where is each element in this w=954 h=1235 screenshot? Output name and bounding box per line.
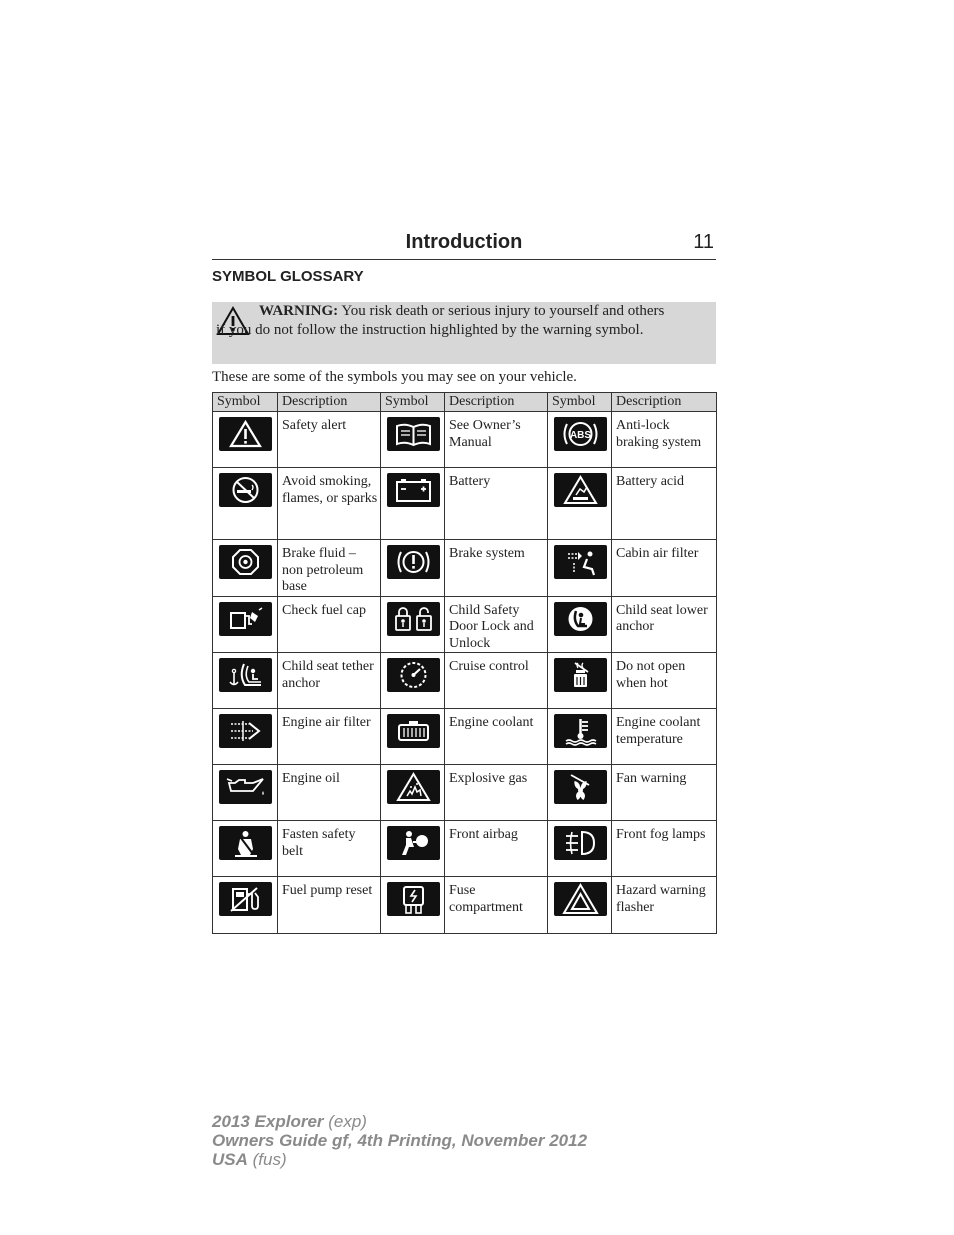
brake-fluid-icon bbox=[219, 545, 272, 579]
symbol-description: Explosive gas bbox=[445, 765, 548, 821]
battery-acid-icon bbox=[554, 473, 607, 507]
safety-alert-icon bbox=[219, 417, 272, 451]
symbol-description: Engine air filter bbox=[278, 709, 381, 765]
abs-icon bbox=[554, 417, 607, 451]
warning-box bbox=[212, 302, 716, 364]
cruise-control-icon bbox=[387, 658, 440, 692]
fan-warning-icon bbox=[554, 770, 607, 804]
table-row bbox=[213, 412, 717, 468]
check-fuel-cap-icon bbox=[219, 602, 272, 636]
symbol-description: Fasten safety belt bbox=[278, 821, 381, 877]
symbol-description: Engine coolant bbox=[445, 709, 548, 765]
engine-oil-icon bbox=[219, 770, 272, 804]
column-header: Description bbox=[278, 393, 381, 412]
symbol-description: Brake fluid – non petroleum base bbox=[278, 540, 381, 597]
symbol-description: Engine oil bbox=[278, 765, 381, 821]
fuse-compartment-icon bbox=[387, 882, 440, 916]
symbol-description: Fan warning bbox=[612, 765, 717, 821]
symbol-description: Fuse compartment bbox=[445, 877, 548, 934]
symbol-description: Avoid smoking, flames, or sparks bbox=[278, 468, 381, 540]
table-row bbox=[213, 709, 717, 765]
page-footer bbox=[212, 1112, 587, 1169]
symbol-description: Child seat lower anchor bbox=[612, 596, 717, 653]
page-number: 11 bbox=[693, 231, 714, 253]
symbol-description: Safety alert bbox=[278, 412, 381, 468]
symbol-description: Battery acid bbox=[612, 468, 717, 540]
footer-printing: Owners Guide gf, 4th Printing, November 2012 bbox=[212, 1131, 588, 1150]
footer-market-code: (fus) bbox=[247, 1150, 287, 1169]
symbol-description: Cruise control bbox=[445, 653, 548, 709]
footer-line-3 bbox=[212, 1150, 587, 1169]
footer-market: USA bbox=[212, 1150, 248, 1169]
table-row bbox=[213, 821, 717, 877]
symbol-description: Battery bbox=[445, 468, 548, 540]
warning-label: WARNING: bbox=[259, 303, 339, 319]
front-fog-lamps-icon bbox=[554, 826, 607, 860]
table-header-row bbox=[213, 393, 717, 412]
engine-coolant-temperature-icon bbox=[554, 714, 607, 748]
section-title: SYMBOL GLOSSARY bbox=[212, 268, 364, 285]
safety-belt-icon bbox=[219, 826, 272, 860]
svg-text:ABS: ABS bbox=[569, 430, 592, 441]
symbol-description: Front fog lamps bbox=[612, 821, 717, 877]
column-header: Symbol bbox=[381, 393, 445, 412]
hazard-warning-icon bbox=[554, 882, 607, 916]
symbol-description: Fuel pump reset bbox=[278, 877, 381, 934]
symbol-description: Cabin air filter bbox=[612, 540, 717, 597]
symbol-description: Child Safety Door Lock and Unlock bbox=[445, 596, 548, 653]
footer-line-1 bbox=[212, 1112, 587, 1131]
table-row bbox=[213, 653, 717, 709]
table-row bbox=[213, 877, 717, 934]
symbol-description: Anti-lock braking system bbox=[612, 412, 717, 468]
column-header: Description bbox=[612, 393, 717, 412]
symbol-description: Engine coolant temperature bbox=[612, 709, 717, 765]
symbol-description: Brake system bbox=[445, 540, 548, 597]
table-row bbox=[213, 540, 717, 597]
column-header: Description bbox=[445, 393, 548, 412]
symbol-description: Check fuel cap bbox=[278, 596, 381, 653]
symbol-description: Child seat tether anchor bbox=[278, 653, 381, 709]
child-seat-lower-anchor-icon bbox=[554, 602, 607, 636]
symbol-description: Front airbag bbox=[445, 821, 548, 877]
warning-body: You risk death or serious injury to yourself and others if you do not follow the instruction highlighted by the warning symbol. bbox=[216, 303, 665, 338]
explosive-gas-icon bbox=[387, 770, 440, 804]
child-safety-lock-icon bbox=[387, 602, 440, 636]
brake-system-icon bbox=[387, 545, 440, 579]
symbol-description: Hazard warning flasher bbox=[612, 877, 717, 934]
table-row bbox=[213, 468, 717, 540]
table-row bbox=[213, 596, 717, 653]
owners-manual-icon bbox=[387, 417, 440, 451]
no-smoking-icon bbox=[219, 473, 272, 507]
do-not-open-hot-icon bbox=[554, 658, 607, 692]
warning-text bbox=[216, 302, 676, 340]
intro-text: These are some of the symbols you may see on your vehicle. bbox=[212, 369, 577, 385]
symbol-glossary-table bbox=[212, 392, 717, 934]
page-title: Introduction bbox=[405, 231, 523, 253]
column-header: Symbol bbox=[213, 393, 278, 412]
battery-icon bbox=[387, 473, 440, 507]
front-airbag-icon bbox=[387, 826, 440, 860]
child-seat-tether-anchor-icon bbox=[219, 658, 272, 692]
cabin-air-filter-icon bbox=[554, 545, 607, 579]
column-header: Symbol bbox=[548, 393, 612, 412]
footer-model-code: (exp) bbox=[323, 1112, 367, 1131]
footer-line-2 bbox=[212, 1131, 587, 1150]
page-header bbox=[212, 230, 716, 260]
table-row bbox=[213, 765, 717, 821]
symbol-description: See Owner’s Manual bbox=[445, 412, 548, 468]
fuel-pump-reset-icon bbox=[219, 882, 272, 916]
symbol-description: Do not open when hot bbox=[612, 653, 717, 709]
engine-air-filter-icon bbox=[219, 714, 272, 748]
footer-model: 2013 Explorer bbox=[212, 1112, 324, 1131]
engine-coolant-icon bbox=[387, 714, 440, 748]
